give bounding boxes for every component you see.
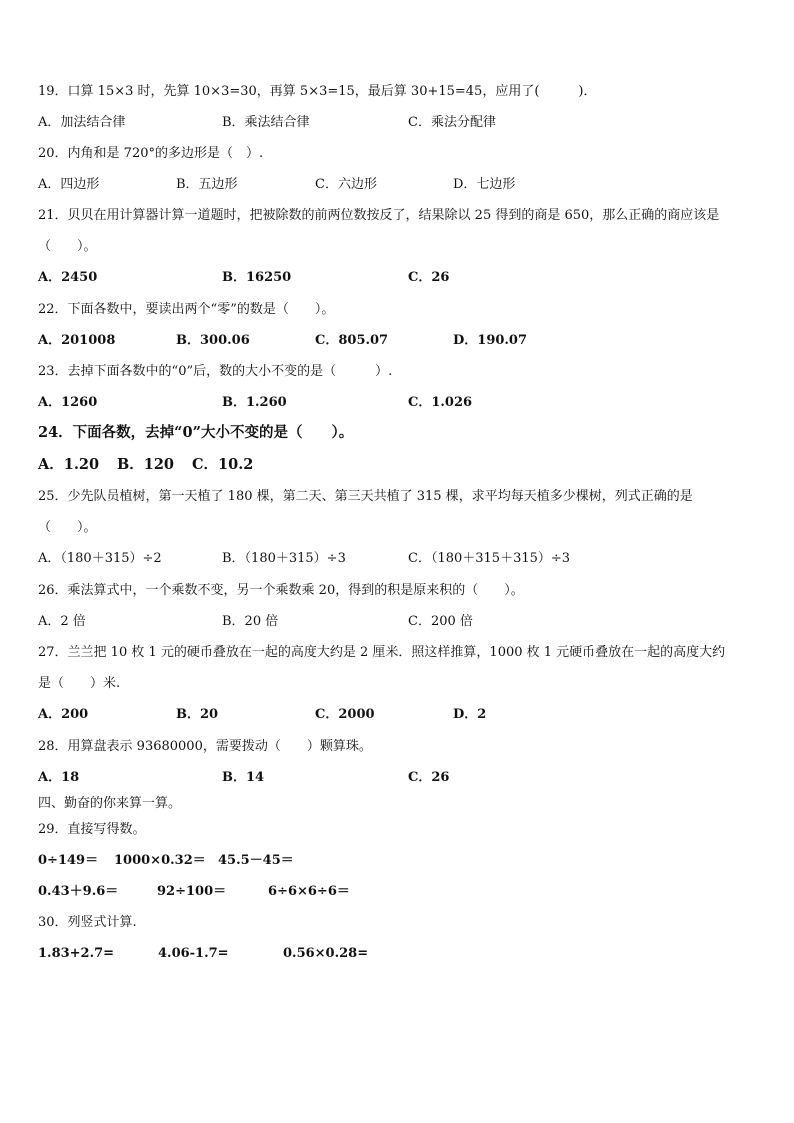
- q27-option-d: D．2: [453, 707, 487, 722]
- q26-option-c: C．200 倍: [408, 614, 473, 629]
- question-27-stem-cont: 是（ ）米.: [38, 676, 121, 691]
- q22-option-d: D．190.07: [453, 333, 528, 348]
- question-20-stem: 20．内角和是 720°的多边形是（ ）.: [38, 146, 264, 161]
- q20-option-a: A．四边形: [38, 177, 100, 192]
- question-26-stem: 26．乘法算式中，一个乘数不变，另一个乘数乘 20，得到的积是原来积的（ ）。: [38, 583, 524, 598]
- q29-expr-6: 6÷6×6÷6＝: [268, 884, 350, 899]
- question-25-stem-cont: （ ）。: [38, 520, 97, 535]
- q23-option-c: C．1.026: [408, 395, 473, 410]
- question-30-stem: 30．列竖式计算.: [38, 915, 137, 930]
- q30-expr-3: 0.56×0.28=: [283, 946, 369, 961]
- question-21-stem-cont: （ ）。: [38, 239, 97, 254]
- q30-expr-1: 1.83+2.7=: [38, 946, 115, 961]
- question-25-stem: 25．少先队员植树，第一天植了 180 棵，第二天、第三天共植了 315 棵，求平均每天植多少棵树，列式正确的是: [38, 489, 693, 504]
- q20-option-b: B．五边形: [176, 177, 238, 192]
- q30-expr-2: 4.06-1.7=: [158, 946, 229, 961]
- section-4-title: 四、勤奋的你来算一算。: [38, 796, 182, 811]
- q24-option-c: C．10.2: [192, 456, 254, 473]
- q25-option-c: C．（180＋315＋315）÷3: [408, 551, 571, 566]
- q26-option-a: A．2 倍: [38, 614, 86, 629]
- q23-option-b: B．1.260: [222, 395, 287, 410]
- q27-option-c: C．2000: [315, 707, 375, 722]
- q29-expr-5: 92÷100＝: [157, 884, 227, 899]
- question-24-stem: 24．下面各数，去掉“0”大小不变的是（ ）。: [38, 424, 354, 441]
- q22-option-a: A．201008: [38, 333, 116, 348]
- question-19-stem: 19．口算 15×3 时，先算 10×3=30，再算 5×3=15，最后算 30+15=45，应用了( )．: [38, 84, 597, 99]
- question-28-stem: 28．用算盘表示 93680000，需要拨动（ ）颗算珠。: [38, 739, 372, 754]
- q25-option-a: A．（180＋315）÷2: [38, 551, 162, 566]
- q27-option-b: B．20: [176, 707, 219, 722]
- q24-option-b: B．120: [117, 456, 175, 473]
- q25-option-b: B．（180＋315）÷3: [222, 551, 346, 566]
- question-21-stem: 21．贝贝在用计算器计算一道题时，把被除数的前两位数按反了，结果除以 25 得到的商是 650，那么正确的商应该是: [38, 208, 720, 223]
- q28-option-b: B．14: [222, 770, 265, 785]
- q20-option-c: C．六边形: [315, 177, 377, 192]
- q21-option-c: C．26: [408, 270, 450, 285]
- question-27-stem: 27．兰兰把 10 枚 1 元的硬币叠放在一起的高度大约是 2 厘米．照这样推算，1000 枚 1 元硬币叠放在一起的高度大约: [38, 645, 726, 660]
- q19-option-a: A．加法结合律: [38, 115, 126, 130]
- q28-option-a: A．18: [38, 770, 80, 785]
- question-29-stem: 29．直接写得数。: [38, 822, 146, 837]
- q24-option-a: A．1.20: [38, 456, 100, 473]
- q22-option-c: C．805.07: [315, 333, 389, 348]
- q29-expr-4: 0.43＋9.6＝: [38, 884, 119, 899]
- question-23-stem: 23．去掉下面各数中的“0”后，数的大小不变的是（ ）.: [38, 364, 393, 379]
- q28-option-c: C．26: [408, 770, 450, 785]
- q22-option-b: B．300.06: [176, 333, 250, 348]
- question-22-stem: 22．下面各数中，要读出两个“零”的数是（ ）。: [38, 302, 335, 317]
- q29-expr-2: 1000×0.32＝: [114, 853, 206, 868]
- q21-option-a: A．2450: [38, 270, 98, 285]
- q29-expr-3: 45.5－45＝: [218, 853, 294, 868]
- q21-option-b: B．16250: [222, 270, 292, 285]
- q19-option-c: C．乘法分配律: [408, 115, 496, 130]
- q23-option-a: A．1260: [38, 395, 98, 410]
- q20-option-d: D．七边形: [453, 177, 516, 192]
- q29-expr-1: 0÷149＝: [38, 853, 99, 868]
- q26-option-b: B．20 倍: [222, 614, 279, 629]
- q19-option-b: B．乘法结合律: [222, 115, 310, 130]
- q27-option-a: A．200: [38, 707, 89, 722]
